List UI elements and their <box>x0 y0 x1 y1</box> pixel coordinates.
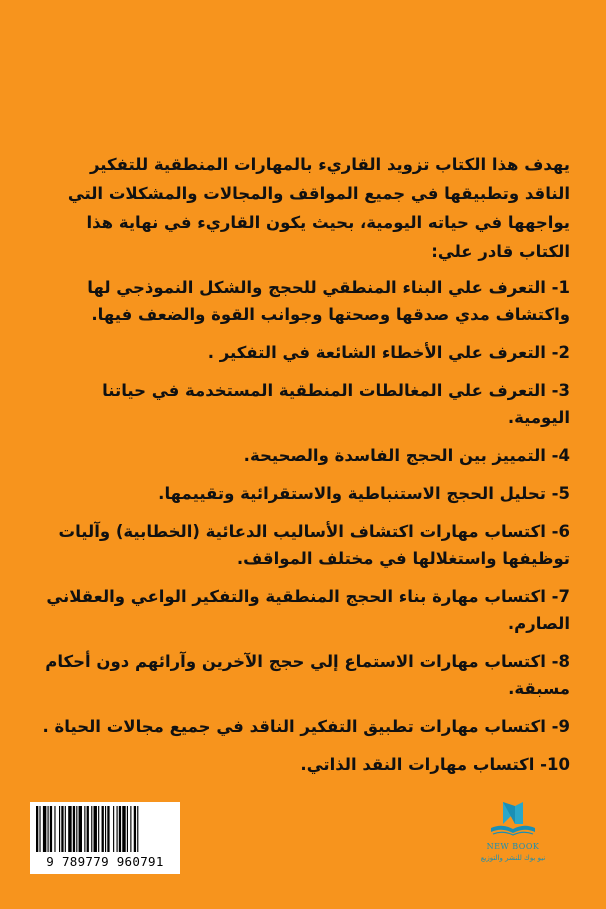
intro-paragraph: يهدف هذا الكتاب تزويد القاريء بالمهارات المنطقية للتفكير الناقد وتطبيقها في جميع المواقف والمجالات والمشكلات التي يواجهها في حياته اليومية، بحيث يكون القاريء في نهاية هذا الكتاب قادر علي: <box>67 155 570 261</box>
isbn-digits: 9 789779 960791 <box>46 854 164 869</box>
list-item-6: 6- اكتساب مهارات اكتشاف الأساليب الدعائية (الخطابية) وآليات توظيفها واستغلالها في مختلف المواقف. <box>58 522 570 568</box>
list-item-9: 9- اكتساب مهارات تطبيق التفكير الناقد في جميع مجالات الحياة . <box>42 717 570 736</box>
publisher-name: NEW BOOK <box>486 842 540 851</box>
list-item-10: 10- اكتساب مهارات النقد الذاتي. <box>300 755 570 774</box>
list-item-3: 3- التعرف علي المغالطات المنطقية المستخدمة في حياتنا اليومية. <box>102 381 570 427</box>
list-item-7: 7- اكتساب مهارة بناء الحجج المنطقية والتفكير الواعي والعقلاني الصارم. <box>46 587 570 633</box>
blurb <box>40 150 570 789</box>
list-item-5: 5- تحليل الحجج الاستنباطية والاستقرائية وتقييمها. <box>158 484 570 503</box>
list-item-1: 1- التعرف علي البناء المنطقي للحجج والشكل النموذجي لها واكتشاف مدي صدقها وصحتها وجوانب القوة والضعف فيها. <box>87 278 570 324</box>
isbn-barcode <box>30 802 180 874</box>
list-item-8: 8- اكتساب مهارات الاستماع إلي حجج الآخرين وآرائهم دون أحكام مسبقة. <box>45 652 570 698</box>
list-item-4: 4- التمييز بين الحجج الفاسدة والصحيحة. <box>243 446 570 465</box>
book-icon <box>477 798 549 842</box>
publisher-logo <box>477 798 549 878</box>
barcode-bars <box>34 806 176 854</box>
publisher-tagline: نيو بوك للنشر والتوزيع <box>480 854 546 862</box>
list-item-2: 2- التعرف علي الأخطاء الشائعة في التفكير . <box>207 343 570 362</box>
